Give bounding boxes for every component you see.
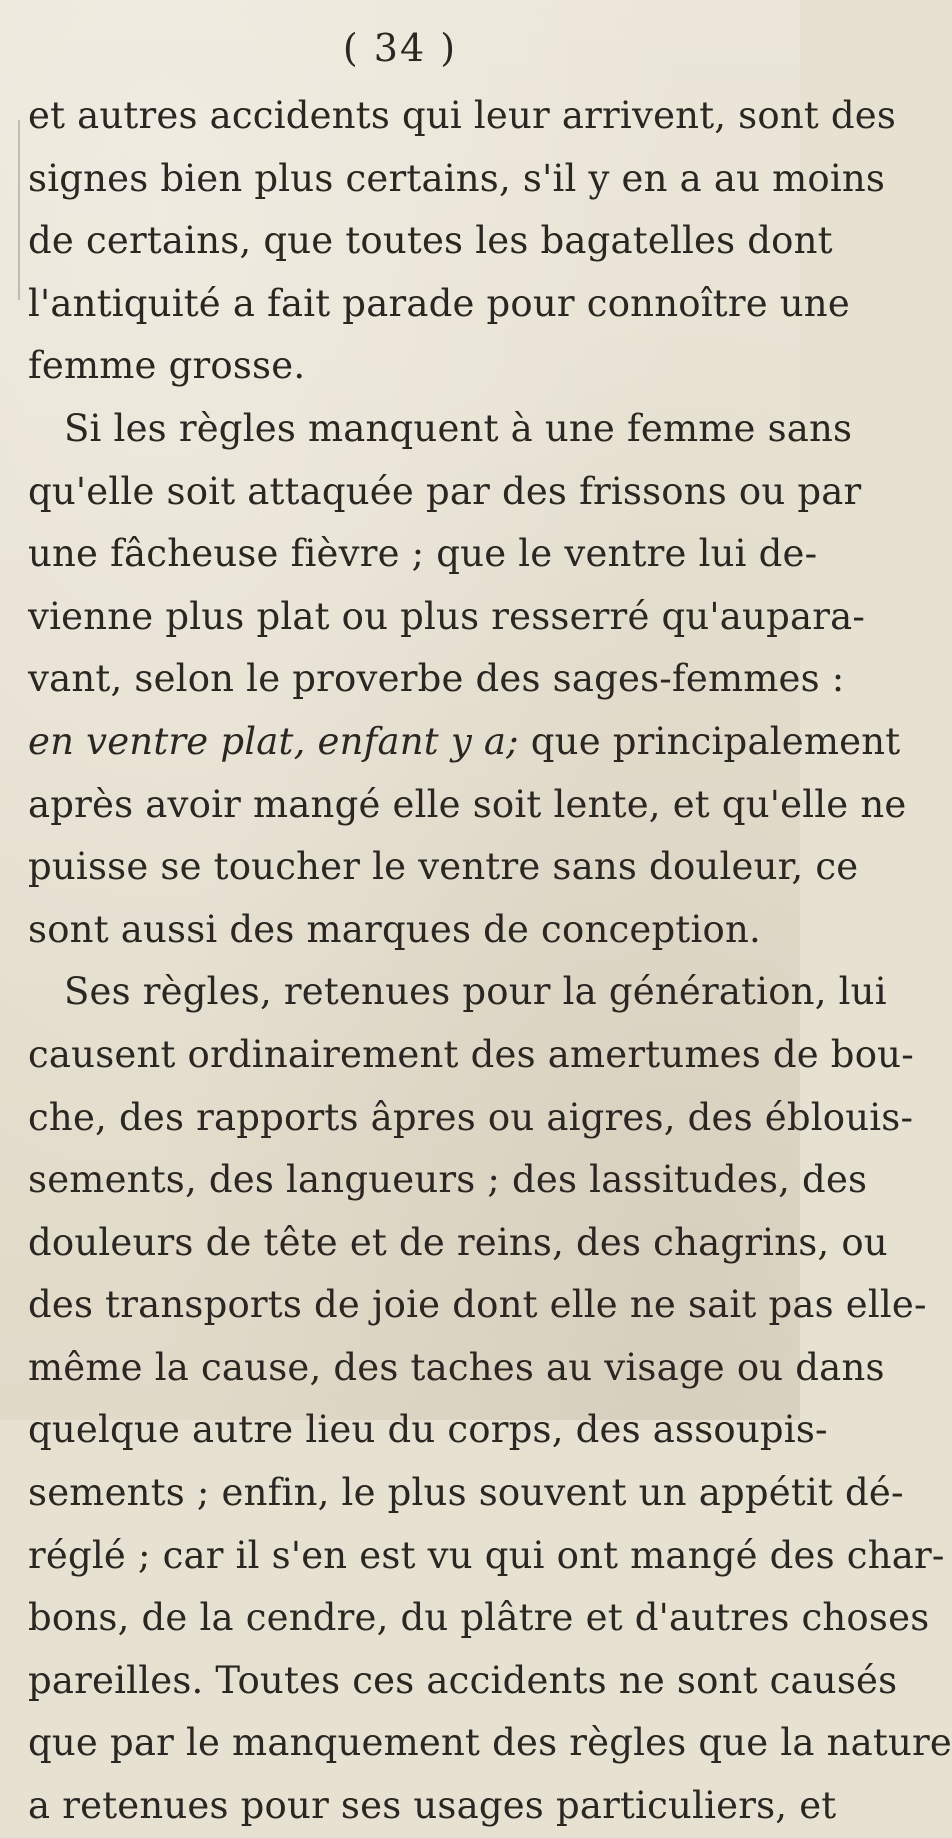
text-line: réglé ; car il s'en est vu qui ont mangé des char-	[28, 1533, 945, 1577]
proverb-text: en ventre plat, enfant y a;	[28, 719, 519, 763]
text-line: après avoir mangé elle soit lente, et qu'elle ne	[28, 782, 907, 826]
text-line: vant, selon le proverbe des sages-femmes :	[28, 657, 845, 701]
text-line: et autres accidents qui leur arrivent, sont des	[28, 94, 897, 137]
text-line: bons, de la cendre, du plâtre et d'autres choses	[28, 1596, 930, 1640]
text-line: sont aussi des marques de conception.	[28, 907, 761, 951]
text-line: Ses règles, retenues pour la génération, lui	[64, 970, 887, 1014]
text-line: Si les règles manquent à une femme sans	[64, 406, 853, 450]
text-line: vienne plus plat ou plus resserré qu'aupara-	[28, 594, 866, 638]
text-line: qu'elle soit attaquée par des frissons ou par	[28, 469, 862, 513]
text-line: quelque autre lieu du corps, des assoupis-	[28, 1408, 828, 1452]
paragraph-1	[28, 85, 897, 398]
text-line: sements, des langueurs ; des lassitudes, des	[28, 1158, 868, 1202]
text-line: sements ; enfin, le plus souvent un appétit dé-	[28, 1471, 904, 1515]
paragraph-2	[28, 398, 907, 961]
text-line: de certains, que toutes les bagatelles dont	[28, 219, 833, 263]
text-body	[28, 85, 952, 1838]
text-line: l'antiquité a fait parade pour connoître une	[28, 281, 850, 325]
paragraph-3	[28, 961, 952, 1837]
text-line: puisse se toucher le ventre sans douleur, ce	[28, 845, 859, 889]
text-line: des transports de joie dont elle ne sait pas elle-	[28, 1283, 927, 1327]
text-line: que par le manquement des règles que la nature	[28, 1721, 952, 1765]
page-number: ( 34 )	[342, 26, 458, 70]
text-line: même la cause, des taches au visage ou dans	[28, 1345, 885, 1389]
text-line: a retenues pour ses usages particuliers, et	[28, 1784, 837, 1828]
page-margin-shadow	[18, 120, 20, 300]
text-line: douleurs de tête et de reins, des chagrins, ou	[28, 1220, 888, 1264]
proverb-continuation: que principalement	[518, 719, 901, 763]
text-line: une fâcheuse fièvre ; que le ventre lui de-	[28, 532, 818, 576]
text-line: causent ordinairement des amertumes de bou-	[28, 1032, 914, 1076]
text-line: femme grosse.	[28, 344, 306, 388]
text-line-proverb	[28, 711, 901, 774]
text-line: signes bien plus certains, s'il y en a au moins	[28, 156, 886, 200]
text-line: che, des rapports âpres ou aigres, des éblouis-	[28, 1095, 914, 1139]
text-line: pareilles. Toutes ces accidents ne sont causés	[28, 1658, 898, 1702]
